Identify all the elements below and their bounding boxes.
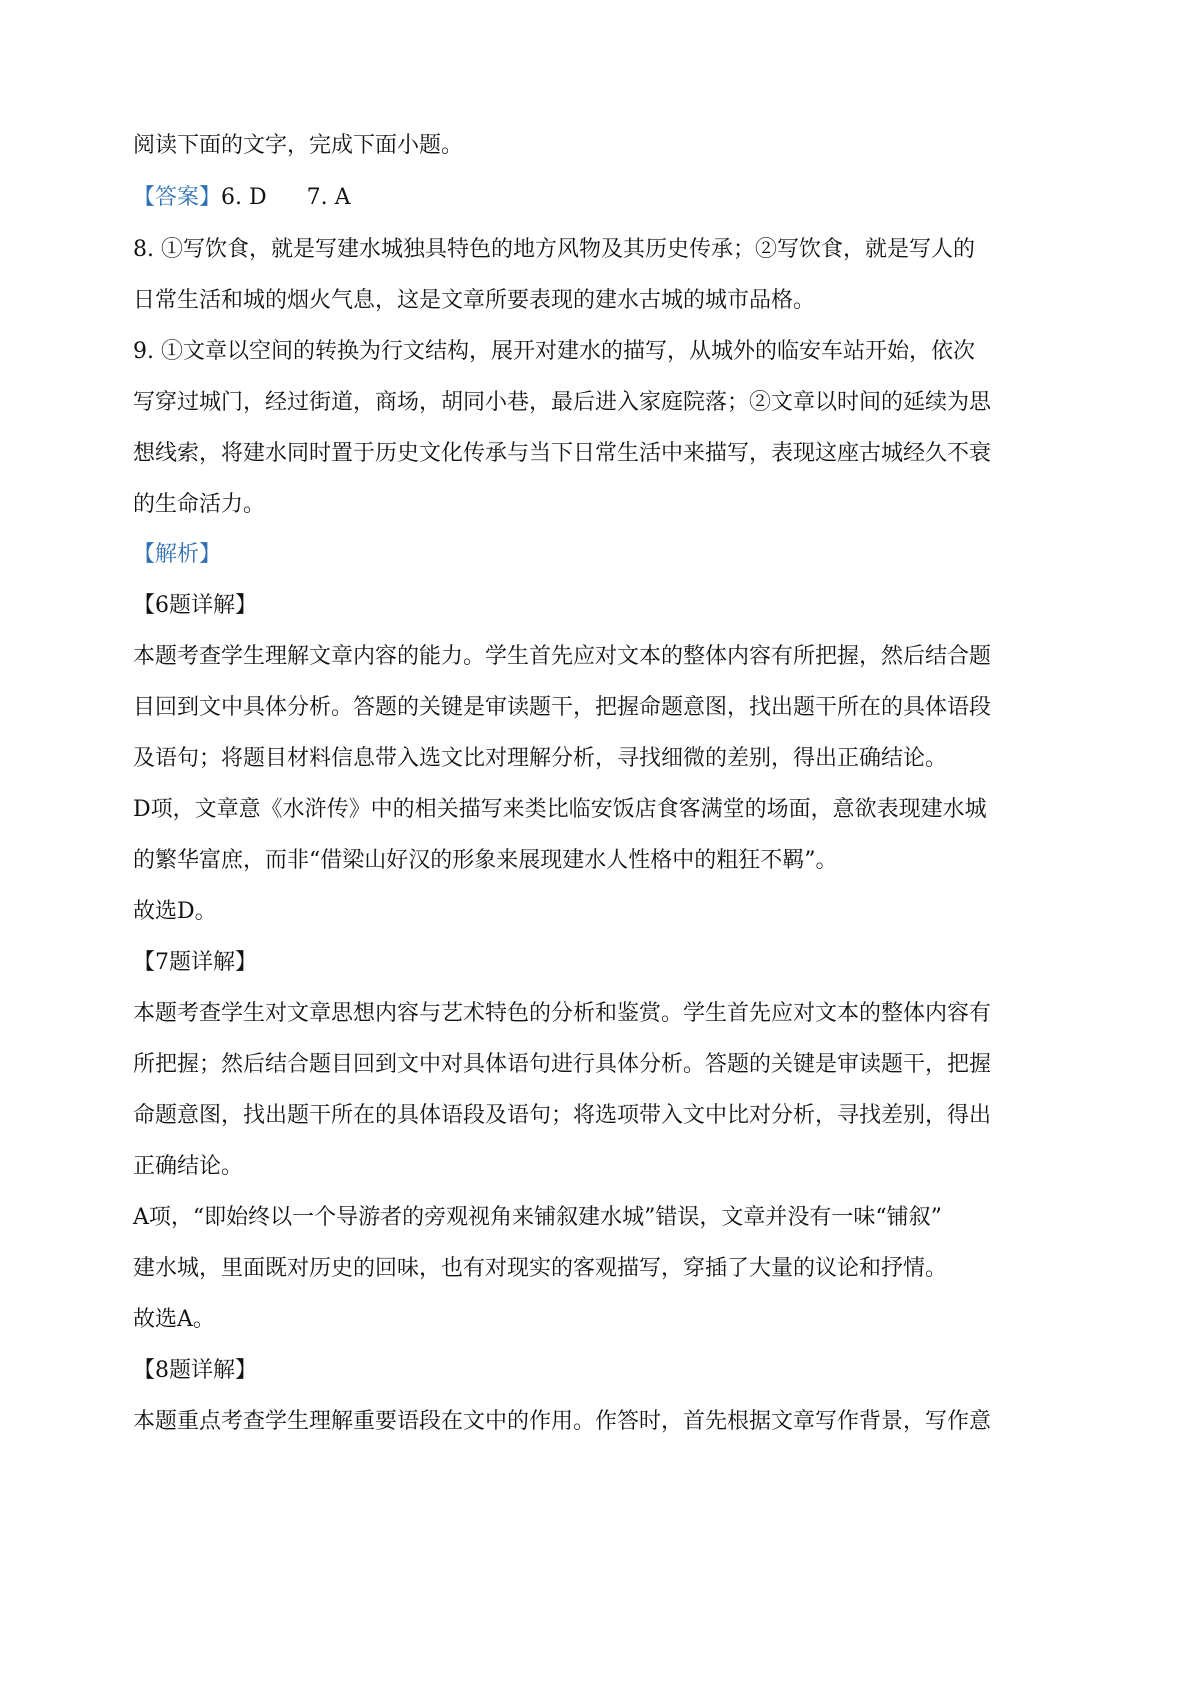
answer9-line-4: 的生命活力。 xyxy=(133,492,266,517)
answer9-line-1: 9. ①文章以空间的转换为行文结构，展开对建水的描写，从城外的临安车站开始，依次 xyxy=(133,339,975,364)
q6-line-6: 故选D。 xyxy=(133,899,217,924)
answer-6: 6. D xyxy=(221,185,267,210)
answer8-line-2: 日常生活和城的烟火气息，这是文章所要表现的建水古城的城市品格。 xyxy=(133,288,816,313)
answer-tag: 【答案】 xyxy=(133,185,222,210)
q7-line-6: 建水城，里面既对历史的回味，也有对现实的客观描写，穿插了大量的议论和抒情。 xyxy=(133,1256,948,1281)
q8-heading: 【8题详解】 xyxy=(133,1358,257,1383)
q6-line-2: 目回到文中具体分析。答题的关键是审读题干，把握命题意图，找出题干所在的具体语段 xyxy=(133,695,992,720)
q7-line-7: 故选A。 xyxy=(133,1307,215,1332)
q8-line-1: 本题重点考查学生理解重要语段在文中的作用。作答时，首先根据文章写作背景，写作意 xyxy=(133,1409,992,1434)
q6-line-1: 本题考查学生理解文章内容的能力。学生首先应对文本的整体内容有所把握，然后结合题 xyxy=(133,644,992,669)
answer-line xyxy=(133,184,351,212)
answer9-line-3: 想线索，将建水同时置于历史文化传承与当下日常生活中来描写，表现这座古城经久不衰 xyxy=(133,441,992,466)
answer9-line-2: 写穿过城门，经过街道，商场，胡同小巷，最后进入家庭院落；②文章以时间的延续为思 xyxy=(133,390,992,415)
analysis-tag: 【解析】 xyxy=(133,542,222,567)
q7-line-3: 命题意图，找出题干所在的具体语段及语句；将选项带入文中比对分析，寻找差别，得出 xyxy=(133,1103,992,1128)
q7-line-4: 正确结论。 xyxy=(133,1154,244,1179)
q6-line-5: 的繁华富庶，而非“借梁山好汉的形象来展现建水人性格中的粗狂不羁”。 xyxy=(133,848,838,873)
q7-line-2: 所把握；然后结合题目回到文中对具体语句进行具体分析。答题的关键是审读题干，把握 xyxy=(133,1052,992,1077)
answer-7: 7. A xyxy=(306,185,351,210)
q6-line-3: 及语句；将题目材料信息带入选文比对理解分析，寻找细微的差别，得出正确结论。 xyxy=(133,746,948,771)
q6-line-4: D项，文章意《水浒传》中的相关描写来类比临安饭店食客满堂的场面，意欲表现建水城 xyxy=(133,797,987,822)
q6-heading: 【6题详解】 xyxy=(133,593,257,618)
q7-heading: 【7题详解】 xyxy=(133,950,257,975)
q7-line-5: A项，“即始终以一个导游者的旁观视角来铺叙建水城”错误，文章并没有一味“铺叙” xyxy=(133,1205,942,1230)
answer8-line-1: 8. ①写饮食，就是写建水城独具特色的地方风物及其历史传承；②写饮食，就是写人的 xyxy=(133,237,975,262)
q7-line-1: 本题考查学生对文章思想内容与艺术特色的分析和鉴赏。学生首先应对文本的整体内容有 xyxy=(133,1001,992,1026)
intro-line: 阅读下面的文字，完成下面小题。 xyxy=(133,133,464,158)
